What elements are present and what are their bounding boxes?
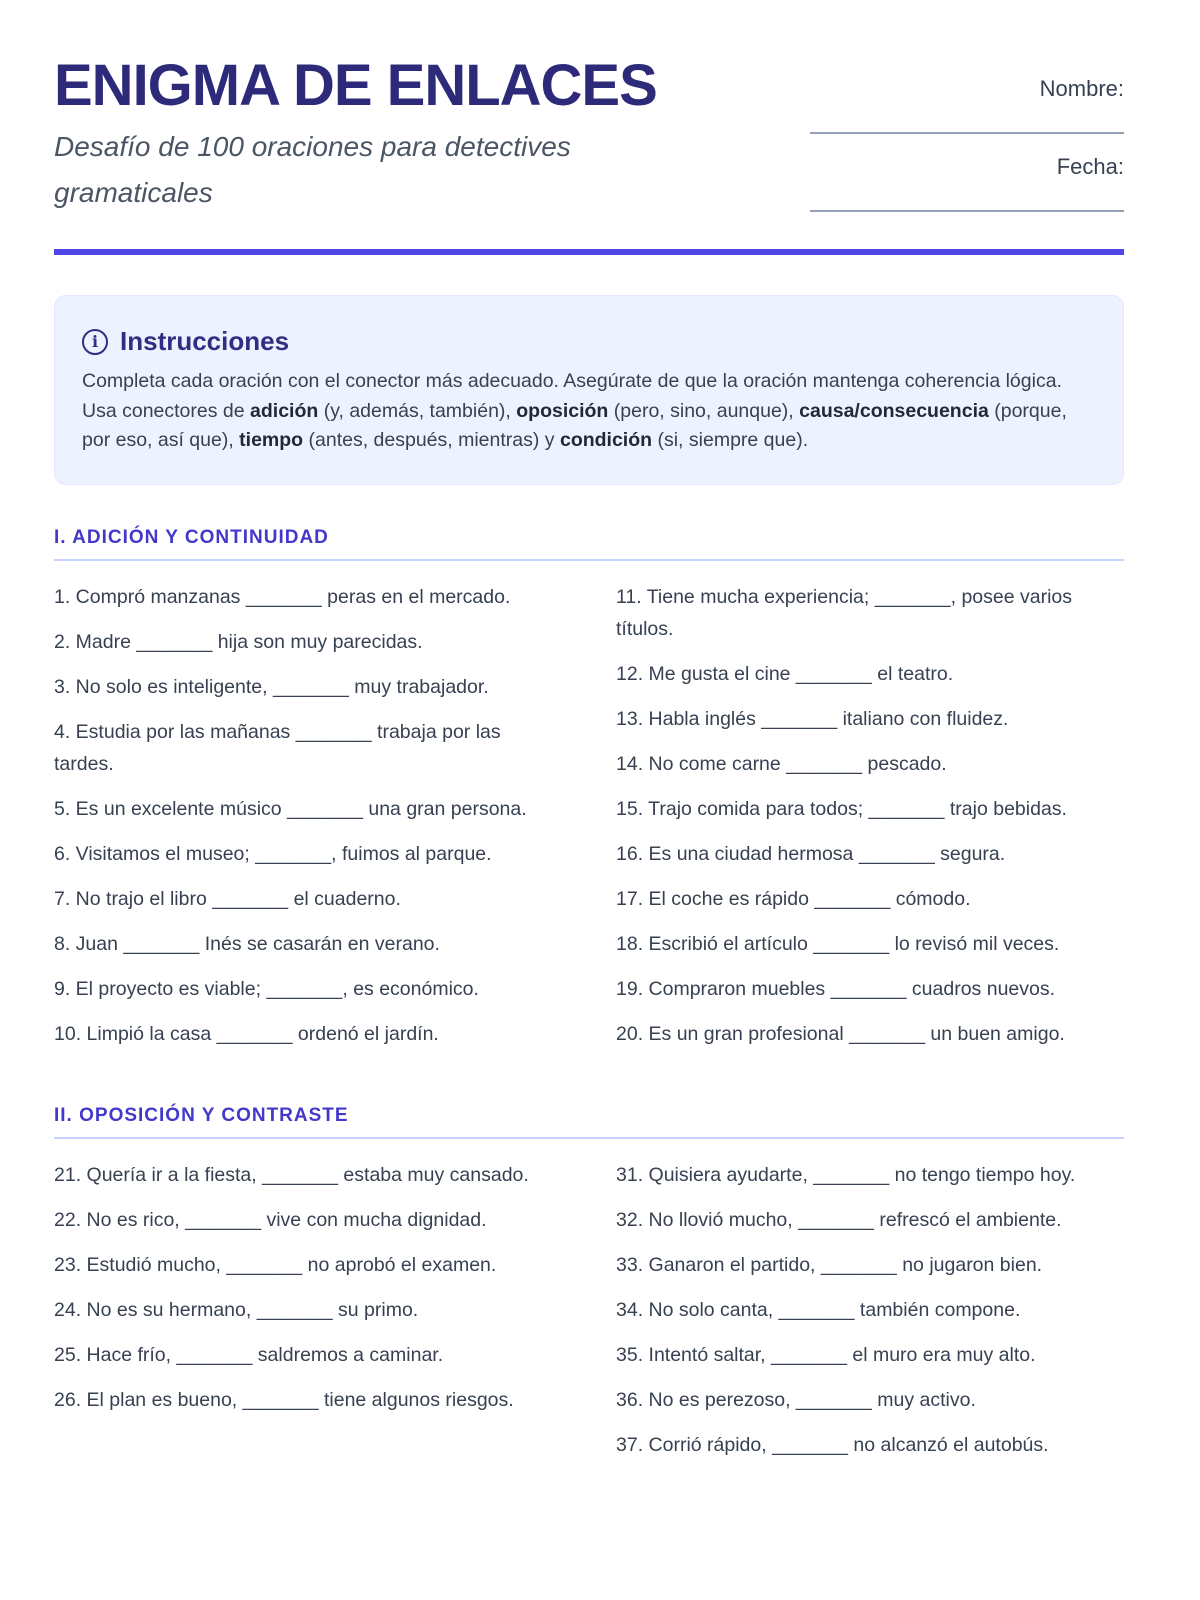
exercise-column-left xyxy=(54,581,562,1063)
text: (si, siempre que). xyxy=(652,429,809,451)
exercise-item[interactable]: 26. El plan es bueno, _______ tiene algunos riesgos. xyxy=(54,1388,514,1411)
student-fields xyxy=(810,52,1124,242)
instructions-box xyxy=(54,295,1124,485)
exercise-item[interactable]: 36. No es perezoso, _______ muy activo. xyxy=(616,1388,976,1411)
exercise-item[interactable]: 9. El proyecto es viable; _______, es económico. xyxy=(54,977,479,1000)
exercise-item[interactable]: 8. Juan _______ Inés se casarán en verano. xyxy=(54,932,440,955)
exercise-column-right xyxy=(616,1159,1124,1474)
exercise-item[interactable]: 11. Tiene mucha experiencia; _______, posee varios títulos. xyxy=(616,585,1073,640)
keyword: adición xyxy=(250,399,319,422)
exercise-item[interactable]: 6. Visitamos el museo; _______, fuimos al parque. xyxy=(54,842,492,865)
exercise-item[interactable]: 34. No solo canta, _______ también compone. xyxy=(616,1298,1021,1321)
date-field[interactable] xyxy=(810,150,1124,212)
header-divider xyxy=(54,249,1124,255)
exercise-item[interactable]: 15. Trajo comida para todos; _______ trajo bebidas. xyxy=(616,797,1067,820)
exercise-item[interactable]: 24. No es su hermano, _______ su primo. xyxy=(54,1298,419,1321)
exercise-columns xyxy=(54,1159,1124,1474)
exercise-columns xyxy=(54,581,1124,1063)
page-title: ENIGMA DE ENLACES xyxy=(54,53,657,118)
name-field[interactable] xyxy=(810,72,1124,134)
exercise-item[interactable]: 4. Estudia por las mañanas _______ trabaja por las tardes. xyxy=(54,720,501,775)
section-title: I. ADICIÓN Y CONTINUIDAD xyxy=(54,527,1124,561)
keyword: causa/consecuencia xyxy=(799,399,989,422)
text: (y, además, también), xyxy=(318,399,517,422)
exercise-item[interactable]: 1. Compró manzanas _______ peras en el mercado. xyxy=(54,585,511,608)
exercise-item[interactable]: 37. Corrió rápido, _______ no alcanzó el autobús. xyxy=(616,1433,1049,1456)
exercise-item[interactable]: 3. No solo es inteligente, _______ muy trabajador. xyxy=(54,675,489,698)
text: (antes, después, mientras) y xyxy=(303,429,560,451)
exercise-item[interactable]: 31. Quisiera ayudarte, _______ no tengo tiempo hoy. xyxy=(616,1163,1076,1186)
exercise-item[interactable]: 12. Me gusta el cine _______ el teatro. xyxy=(616,662,954,685)
keyword: condición xyxy=(559,429,653,451)
instructions-text xyxy=(82,367,1096,456)
exercise-item[interactable]: 18. Escribió el artículo _______ lo revisó mil veces. xyxy=(616,932,1060,955)
name-label: Nombre: xyxy=(1039,76,1124,101)
exercise-item[interactable]: 5. Es un excelente músico _______ una gran persona. xyxy=(54,797,527,820)
exercise-item[interactable]: 25. Hace frío, _______ saldremos a caminar. xyxy=(54,1343,444,1366)
exercise-item[interactable]: 35. Intentó saltar, _______ el muro era muy alto. xyxy=(616,1343,1036,1366)
exercise-item[interactable]: 22. No es rico, _______ vive con mucha dignidad. xyxy=(54,1208,487,1231)
exercise-item[interactable]: 33. Ganaron el partido, _______ no jugaron bien. xyxy=(616,1253,1043,1276)
header xyxy=(54,0,1124,242)
text: Completa cada oración con el conector más adecuado. Asegúrate de que la oración mantenga coherencia lógica. Usa conectores de xyxy=(82,370,1062,422)
section-title: II. OPOSICIÓN Y CONTRASTE xyxy=(54,1105,1124,1139)
exercise-item[interactable]: 10. Limpió la casa _______ ordenó el jardín. xyxy=(54,1022,439,1045)
text: (porque, por eso, así que), xyxy=(82,399,1067,451)
exercise-item[interactable]: 21. Quería ir a la fiesta, _______ estaba muy cansado. xyxy=(54,1163,529,1186)
exercise-item[interactable]: 23. Estudió mucho, _______ no aprobó el examen. xyxy=(54,1253,497,1276)
exercise-item[interactable]: 20. Es un gran profesional _______ un buen amigo. xyxy=(616,1022,1065,1045)
keyword: oposición xyxy=(516,399,609,422)
exercise-item[interactable]: 13. Habla inglés _______ italiano con fluidez. xyxy=(616,707,1009,730)
exercise-column-right xyxy=(616,581,1124,1063)
exercise-item[interactable]: 14. No come carne _______ pescado. xyxy=(616,752,947,775)
exercise-item[interactable]: 16. Es una ciudad hermosa _______ segura. xyxy=(616,842,1006,865)
info-circle-icon: i xyxy=(82,329,108,355)
text: (pero, sino, aunque), xyxy=(608,399,800,422)
exercise-column-left xyxy=(54,1159,562,1474)
exercise-item[interactable]: 2. Madre _______ hija son muy parecidas. xyxy=(54,630,423,653)
exercise-item[interactable]: 32. No llovió mucho, _______ refrescó el ambiente. xyxy=(616,1208,1062,1231)
exercise-item[interactable]: 19. Compraron muebles _______ cuadros nuevos. xyxy=(616,977,1056,1000)
instructions-title: Instrucciones xyxy=(120,326,290,356)
exercise-item[interactable]: 7. No trajo el libro _______ el cuaderno. xyxy=(54,887,401,910)
page-subtitle: Desafío de 100 oraciones para detectives gramaticales xyxy=(54,131,571,208)
keyword: tiempo xyxy=(239,429,304,451)
exercise-item[interactable]: 17. El coche es rápido _______ cómodo. xyxy=(616,887,971,910)
date-label: Fecha: xyxy=(1056,154,1124,179)
